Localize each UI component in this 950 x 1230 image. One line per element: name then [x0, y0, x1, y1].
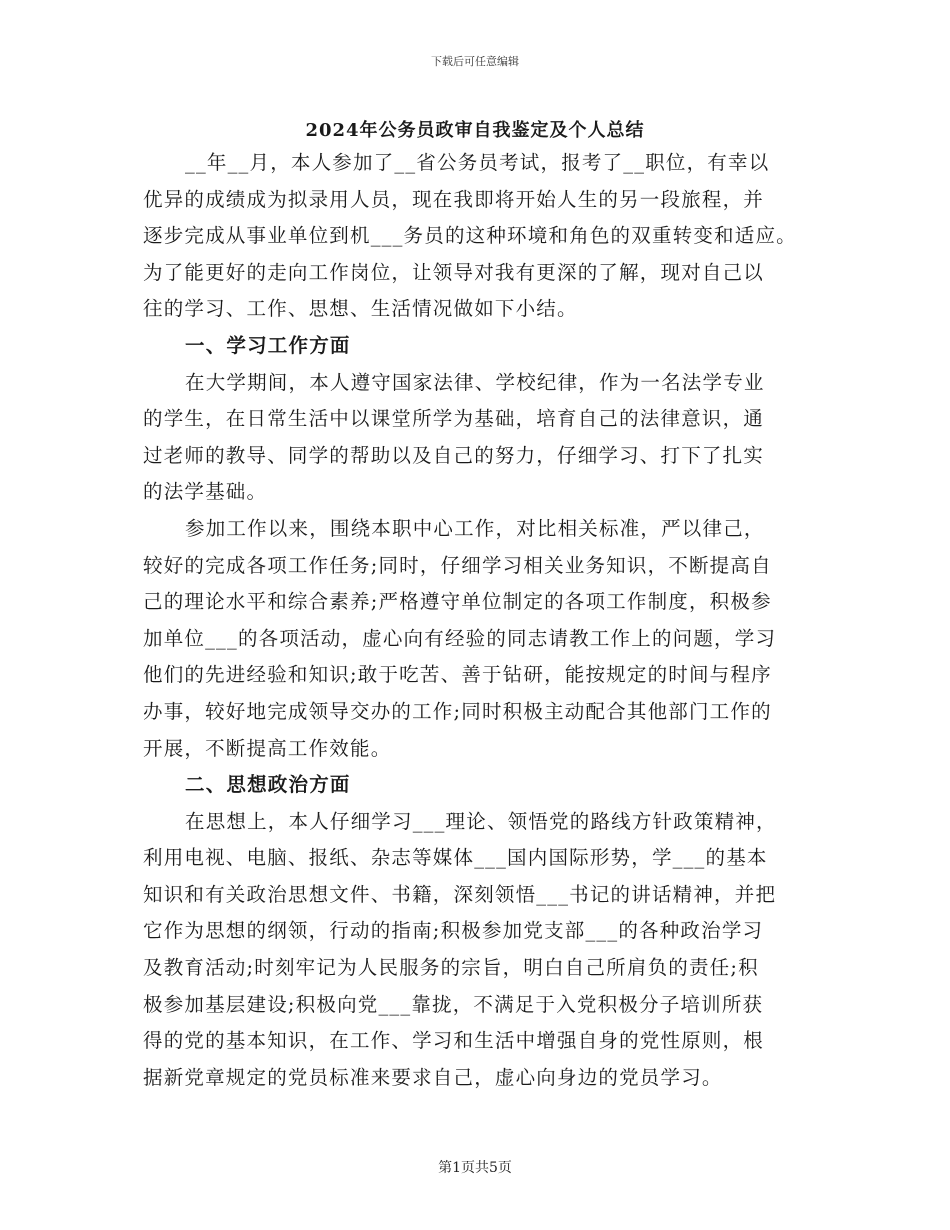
section-heading: 二、思想政治方面	[185, 773, 351, 797]
paragraph-line: 开展，不断提高工作效能。	[143, 736, 392, 760]
paragraph-line: 据新党章规定的党员标准来要求自己，虚心向身边的党员学习。	[143, 1065, 723, 1089]
page-footer: 第1页共5页	[438, 1160, 512, 1176]
paragraph-line: 得的党的基本知识，在工作、学习和生活中增强自身的党性原则，根	[143, 1029, 765, 1053]
paragraph-line: 为了能更好的走向工作岗位，让领导对我有更深的了解，现对自己以	[143, 260, 765, 284]
document-title: 2024年公务员政审自我鉴定及个人总结	[305, 120, 645, 141]
paragraph-line: 办事，较好地完成领导交办的工作;同时积极主动配合其他部门工作的	[143, 699, 772, 723]
paragraph-line: 利用电视、电脑、报纸、杂志等媒体___国内国际形势，学___的基本	[143, 846, 768, 870]
paragraph-line: 知识和有关政治思想文件、书籍，深刻领悟___书记的讲话精神，并把	[143, 882, 777, 906]
paragraph-line: 加单位___的各项活动，虚心向有经验的同志请教工作上的问题，学习	[143, 626, 777, 650]
paragraph-line: 在思想上，本人仔细学习___理论、领悟党的路线方针政策精神，	[185, 809, 777, 833]
paragraph-line: 己的理论水平和综合素养;严格遵守单位制定的各项工作制度，积极参	[143, 590, 772, 614]
header-note: 下载后可任意编辑	[431, 55, 519, 68]
paragraph-line: 往的学习、工作、思想、生活情况做如下小结。	[143, 297, 578, 321]
paragraph-line: 极参加基层建设;积极向党___靠拢，不满足于入党积极分子培训所获	[143, 992, 764, 1016]
paragraph-line: 的学生，在日常生活中以课堂所学为基础，培育自己的法律意识，通	[143, 407, 765, 431]
paragraph-line: __年__月，本人参加了__省公务员考试，报考了__职位，有幸以	[185, 151, 770, 174]
paragraph-line: 他们的先进经验和知识;敢于吃苦、善于钻研，能按规定的时间与程序	[143, 663, 772, 687]
paragraph-line: 在大学期间，本人遵守国家法律、学校纪律，作为一名法学专业	[185, 370, 765, 394]
paragraph-line: 过老师的教导、同学的帮助以及自己的努力，仔细学习、打下了扎实	[143, 443, 765, 467]
paragraph-line: 逐步完成从事业单位到机___务员的这种环境和角色的双重转变和适应。	[143, 224, 797, 248]
paragraph-line: 的法学基础。	[143, 480, 268, 504]
paragraph-line: 参加工作以来，围绕本职中心工作，对比相关标准，严以律己，	[185, 516, 765, 540]
section-heading: 一、学习工作方面	[185, 333, 351, 357]
paragraph-line: 它作为思想的纲领，行动的指南;积极参加党支部___的各种政治学习	[143, 919, 764, 943]
paragraph-line: 优异的成绩成为拟录用人员，现在我即将开始人生的另一段旅程，并	[143, 187, 765, 211]
paragraph-line: 较好的完成各项工作任务;同时，仔细学习相关业务知识，不断提高自	[143, 553, 772, 577]
paragraph-line: 及教育活动;时刻牢记为人民服务的宗旨，明白自己所肩负的责任;积	[143, 956, 759, 980]
document-body	[143, 145, 818, 1096]
